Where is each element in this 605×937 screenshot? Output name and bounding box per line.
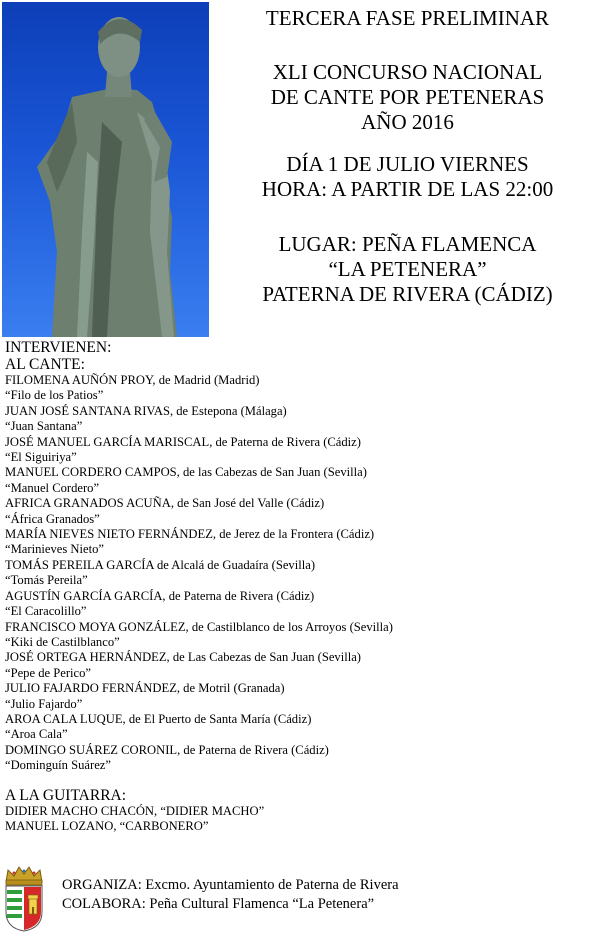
singer-alias: “África Granados” — [5, 511, 100, 526]
singer-entry — [5, 435, 603, 466]
singer-name: JULIO FAJARDO FERNÁNDEZ, de Motril (Granada) — [5, 681, 285, 696]
singer-name: TOMÁS PEREILA GARCÍA de Alcalá de Guadaíra (Sevilla) — [5, 557, 316, 572]
section-spacer — [5, 774, 603, 787]
singer-alias: “Kiki de Castilblanco” — [5, 634, 120, 649]
singer-alias: “Tomás Pereila” — [5, 573, 88, 588]
singer-alias: “Marinieves Nieto” — [5, 542, 104, 557]
venue-line-2: “LA PETENERA” — [328, 257, 487, 281]
guitarist-entry: MANUEL LOZANO, “CARBONERO” — [5, 818, 209, 833]
singer-entry — [5, 558, 603, 589]
statue-photo — [2, 2, 209, 337]
participants-list — [5, 339, 603, 834]
singer-entry — [5, 681, 603, 712]
singer-name: AROA CALA LUQUE, de El Puerto de Santa María (Cádiz) — [5, 711, 312, 726]
colabora-line: COLABORA: Peña Cultural Flamenca “La Petenera” — [62, 896, 375, 912]
singer-alias: “El Siguiriya” — [5, 450, 77, 465]
singer-alias: “Aroa Cala” — [5, 727, 68, 742]
organiza-line: ORGANIZA: Excmo. Ayuntamiento de Paterna de Rivera — [62, 877, 399, 893]
guitar-heading: A LA GUITARRA: — [5, 786, 127, 804]
contest-title — [212, 60, 603, 135]
date-block — [212, 152, 603, 202]
singer-entry — [5, 404, 603, 435]
phase-title — [212, 6, 603, 31]
singer-alias: “Julio Fajardo” — [5, 696, 83, 711]
contest-line-2: DE CANTE POR PETENERAS — [270, 85, 545, 109]
contest-line-3: AÑO 2016 — [361, 110, 454, 134]
singer-alias: “Dominguín Suárez” — [5, 758, 111, 773]
contest-line-1: XLI CONCURSO NACIONAL — [272, 60, 543, 84]
singer-alias: “Juan Santana” — [5, 419, 83, 434]
time-line: HORA: A PARTIR DE LAS 22:00 — [261, 177, 554, 201]
singer-alias: “Filo de los Patios” — [5, 388, 104, 403]
singer-entry — [5, 373, 603, 404]
date-line: DÍA 1 DE JULIO VIERNES — [286, 152, 529, 176]
singer-entry — [5, 589, 603, 620]
singer-entry — [5, 743, 603, 774]
venue-line-3: PATERNA DE RIVERA (CÁDIZ) — [262, 282, 553, 306]
singer-name: AFRICA GRANADOS ACUÑA, de San José del Valle (Cádiz) — [5, 496, 325, 511]
singer-entry — [5, 496, 603, 527]
singer-name: JOSÉ ORTEGA HERNÁNDEZ, de Las Cabezas de San Juan (Sevilla) — [5, 650, 362, 665]
venue-line-1: LUGAR: PEÑA FLAMENCA — [278, 232, 537, 256]
singer-name: JOSÉ MANUEL GARCÍA MARISCAL, de Paterna de Rivera (Cádiz) — [5, 434, 361, 449]
singer-name: AGUSTÍN GARCÍA GARCÍA, de Paterna de Rivera (Cádiz) — [5, 588, 315, 603]
singer-name: FRANCISCO MOYA GONZÁLEZ, de Castilblanco de los Arroyos (Sevilla) — [5, 619, 393, 634]
footer — [0, 862, 605, 932]
venue-block — [212, 232, 603, 307]
singer-entry — [5, 620, 603, 651]
singer-alias: “Pepe de Perico” — [5, 665, 92, 680]
singer-entry — [5, 527, 603, 558]
cante-heading: AL CANTE: — [5, 356, 85, 373]
phase-line: TERCERA FASE PRELIMINAR — [265, 6, 550, 30]
singer-name: MARÍA NIEVES NIETO FERNÁNDEZ, de Jerez de la Frontera (Cádiz) — [5, 527, 375, 542]
singer-alias: “Manuel Cordero” — [5, 480, 100, 495]
singer-name: DOMINGO SUÁREZ CORONIL, de Paterna de Rivera (Cádiz) — [5, 742, 329, 757]
footer-credits — [62, 876, 399, 914]
coat-of-arms-icon — [2, 864, 46, 932]
intervienen-heading: INTERVIENEN: — [5, 339, 112, 356]
singer-name: MANUEL CORDERO CAMPOS, de las Cabezas de San Juan (Sevilla) — [5, 465, 367, 480]
singer-entry — [5, 712, 603, 743]
singer-name: JUAN JOSÉ SANTANA RIVAS, de Estepona (Málaga) — [5, 403, 287, 418]
singer-name: FILOMENA AUÑÓN PROY, de Madrid (Madrid) — [5, 373, 260, 387]
singer-entry — [5, 465, 603, 496]
singer-alias: “El Caracolillo” — [5, 604, 87, 619]
singer-entry — [5, 650, 603, 681]
guitarist-entry: DIDIER MACHO CHACÓN, “DIDIER MACHO” — [5, 803, 265, 818]
